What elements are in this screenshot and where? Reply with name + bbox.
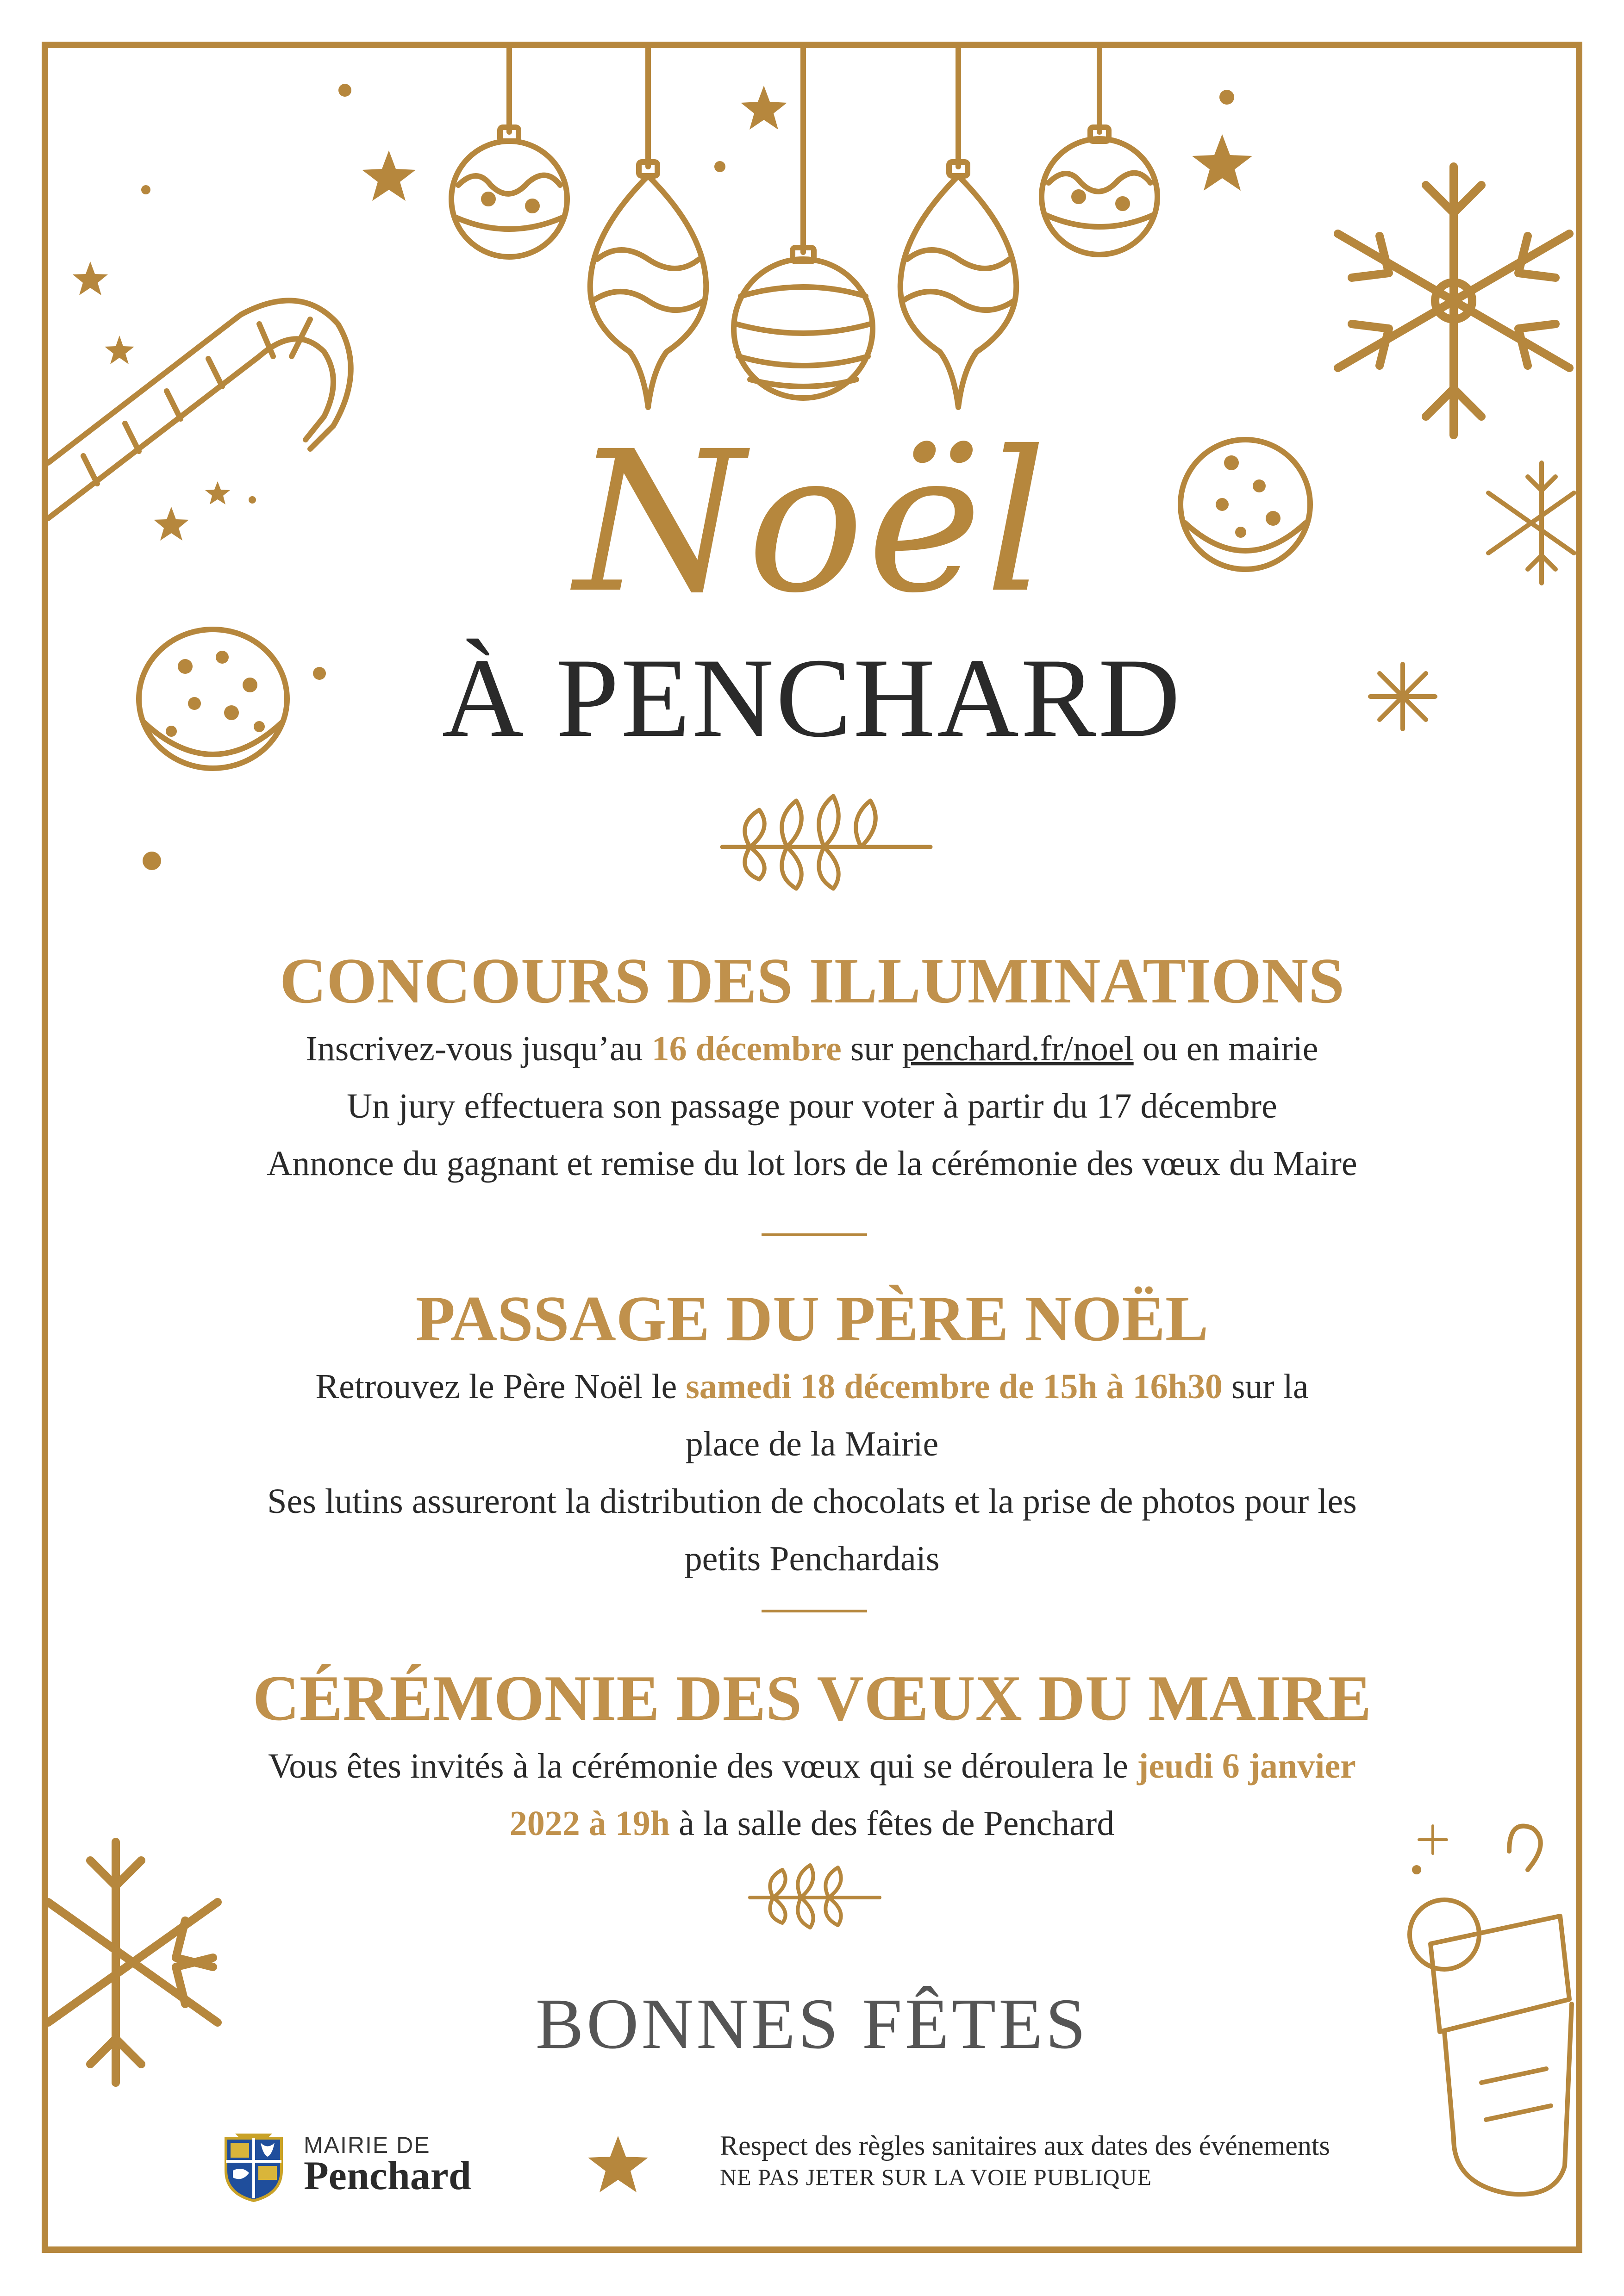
section-line: Annonce du gagnant et remise du lot lors de la cérémonie des vœux du Maire — [267, 1144, 1357, 1183]
date-highlight: jeudi 6 janvier — [1137, 1747, 1356, 1786]
text-fragment: Inscrivez-vous jusqu’au — [306, 1029, 652, 1068]
ornament-icon — [590, 162, 706, 407]
star-icon — [73, 261, 108, 295]
text-fragment: Vous êtes invités à la cérémonie des vœux qui se déroulera le — [268, 1747, 1137, 1786]
script-title: Noël — [574, 410, 1050, 636]
mairie-name: Penchard — [304, 2153, 471, 2198]
mairie-label: MAIRIE DE — [304, 2132, 431, 2158]
ornament-icon — [900, 162, 1017, 407]
star-icon — [362, 150, 416, 201]
star-icon — [105, 336, 134, 364]
section-line — [0, 1795, 1624, 1852]
text-fragment: sur — [841, 1029, 902, 1068]
section-title: PASSAGE DU PÈRE NOËL — [415, 1283, 1209, 1355]
snowflake-icon — [1338, 167, 1569, 435]
section-line — [0, 1020, 1624, 1077]
ornament-icon — [734, 248, 873, 398]
closing-greeting: BONNES FÊTES — [535, 1984, 1089, 2064]
section-line: Un jury effectuera son passage pour voter à partir du 17 décembre — [347, 1087, 1277, 1126]
text-fragment: Retrouvez le Père Noël le — [315, 1367, 686, 1406]
dot — [1412, 1865, 1421, 1874]
section-line — [0, 1358, 1624, 1415]
dot — [714, 161, 725, 172]
section-line: petits Penchardais — [684, 1539, 940, 1578]
dot — [143, 852, 161, 870]
section-illuminations — [0, 945, 1624, 1192]
mairie-logo — [221, 2124, 518, 2203]
section-line — [0, 1737, 1624, 1795]
star-icon — [588, 2136, 648, 2192]
crest-icon — [221, 2129, 286, 2203]
website-link[interactable]: penchard.fr/noel — [902, 1029, 1134, 1068]
notice-line: Respect des règles sanitaires aux dates des événements — [720, 2130, 1330, 2161]
date-highlight: 16 décembre — [651, 1029, 842, 1068]
date-highlight: samedi 18 décembre de 15h à 16h30 — [686, 1367, 1223, 1406]
dot — [141, 185, 150, 194]
footer-notice — [720, 2129, 1461, 2192]
section-pere-noel — [0, 1283, 1624, 1587]
star-icon — [1192, 134, 1252, 191]
text-fragment: sur la — [1222, 1367, 1309, 1406]
section-title: CONCOURS DES ILLUMINATIONS — [279, 945, 1345, 1017]
section-divider — [762, 1233, 867, 1236]
section-line: place de la Mairie — [685, 1425, 939, 1463]
section-divider — [762, 1610, 867, 1612]
dot — [1219, 90, 1234, 105]
notice-line: NE PAS JETER SUR LA VOIE PUBLIQUE — [720, 2164, 1152, 2190]
branch-icon — [750, 1865, 880, 1928]
text-fragment: ou en mairie — [1133, 1029, 1318, 1068]
ornament-icon — [1042, 127, 1157, 255]
date-highlight: 2022 à 19h — [509, 1804, 670, 1843]
dot — [338, 84, 351, 97]
section-line: Ses lutins assureront la distribution de chocolats et la prise de photos pour les — [267, 1482, 1357, 1521]
branch-icon — [722, 796, 931, 889]
star-icon — [741, 86, 787, 130]
main-title: À PENCHARD — [442, 635, 1182, 760]
section-title: CÉRÉMONIE DES VŒUX DU MAIRE — [252, 1662, 1372, 1734]
section-voeux — [0, 1662, 1624, 1852]
ornament-icon — [451, 127, 567, 257]
text-fragment: à la salle des fêtes de Penchard — [670, 1804, 1115, 1843]
